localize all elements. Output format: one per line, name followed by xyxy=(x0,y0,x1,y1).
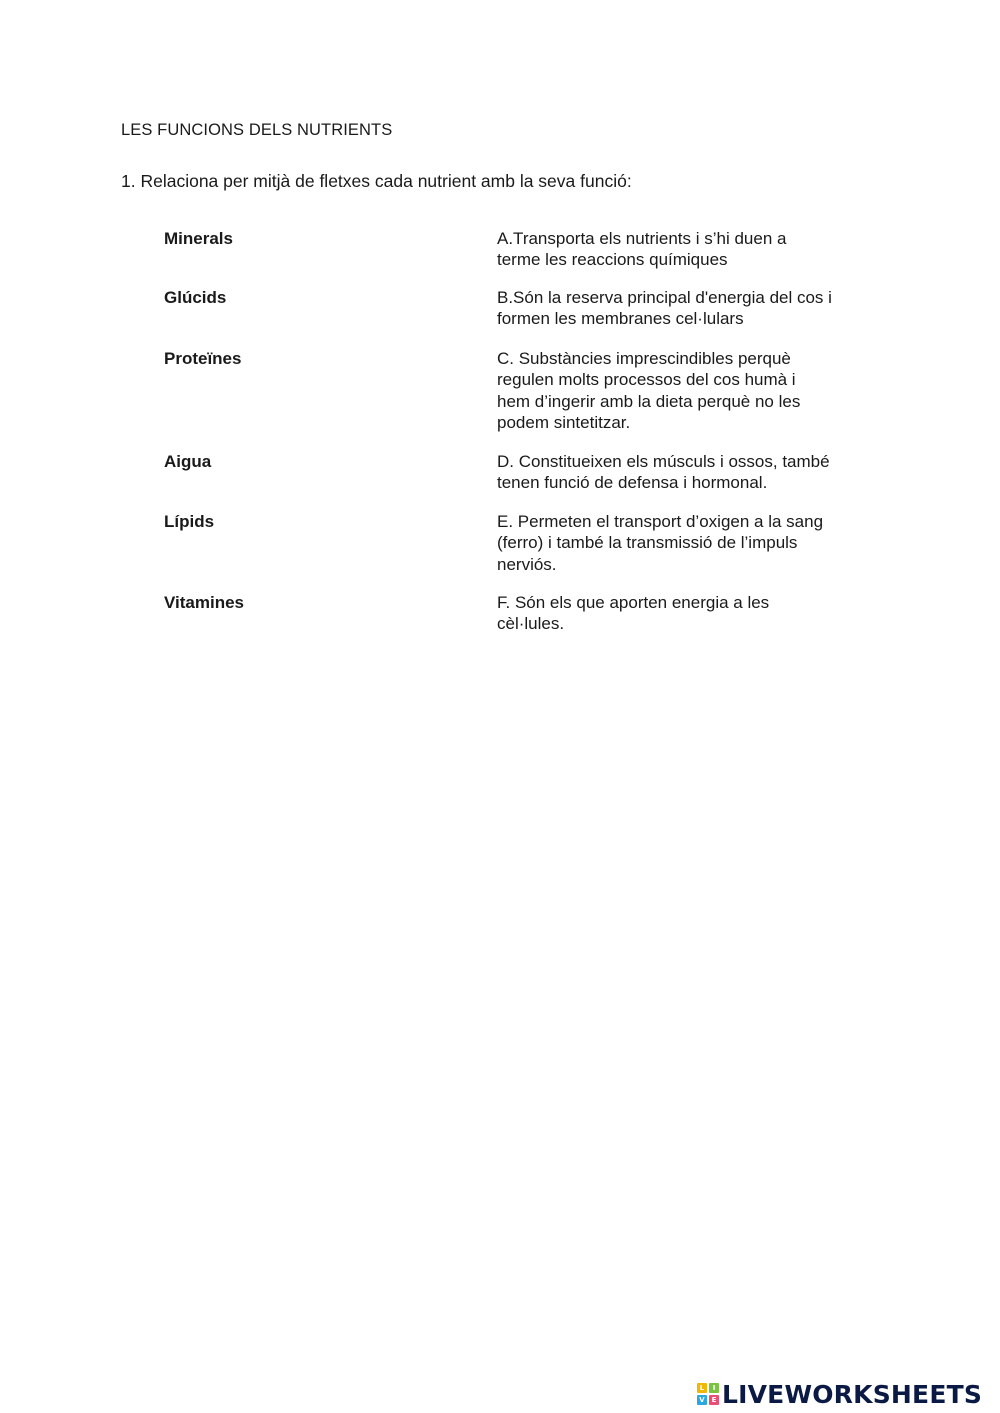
matching-row xyxy=(164,228,874,287)
function-line: regulen molts processos del cos humà i xyxy=(497,370,796,390)
function-line: (ferro) i també la transmissió de l’impuls xyxy=(497,533,798,553)
matching-row xyxy=(164,592,874,640)
function-line: podem sintetitzar. xyxy=(497,412,631,432)
function-line: F. Són els que aporten energia a les xyxy=(497,593,770,612)
function-text xyxy=(497,592,869,635)
logo-text: LIVEWORKSHEETS xyxy=(722,1379,983,1409)
function-line: nerviós. xyxy=(497,554,557,574)
nutrient-label: Minerals xyxy=(164,229,233,248)
nutrient-label: Glúcids xyxy=(164,288,227,307)
nutrient-label: Vitamines xyxy=(164,593,245,612)
exercise-instruction: 1. Relaciona per mitjà de fletxes cada nutrient amb la seva funció: xyxy=(121,171,632,191)
matching-list xyxy=(164,228,874,640)
function-line: A.Transporta els nutrients i s’hi duen a xyxy=(497,229,787,248)
page-title: LES FUNCIONS DELS NUTRIENTS xyxy=(121,121,393,139)
nutrient-label: Lípids xyxy=(164,512,215,531)
function-line: formen les membranes cel·lulars xyxy=(497,309,744,329)
function-line: B.Són la reserva principal d'energia del cos i xyxy=(497,288,832,307)
function-line: C. Substàncies imprescindibles perquè xyxy=(497,349,791,368)
nutrient-label: Proteïnes xyxy=(164,349,242,368)
matching-row xyxy=(164,287,874,348)
function-line: terme les reaccions químiques xyxy=(497,250,728,270)
logo-square: I xyxy=(709,1383,719,1393)
function-text xyxy=(497,287,869,330)
function-line: tenen funció de defensa i hormonal. xyxy=(497,473,768,493)
logo-mark-icon xyxy=(697,1383,719,1405)
matching-row xyxy=(164,348,874,451)
matching-row xyxy=(164,511,874,592)
liveworksheets-logo[interactable] xyxy=(697,1378,982,1410)
function-text xyxy=(497,511,869,575)
function-text xyxy=(497,348,869,433)
function-text xyxy=(497,451,869,494)
function-text xyxy=(497,228,869,271)
function-line: E. Permeten el transport d’oxigen a la sang xyxy=(497,512,824,531)
function-line: D. Constitueixen els músculs i ossos, també xyxy=(497,452,830,471)
function-line: hem d’ingerir amb la dieta perquè no les xyxy=(497,391,801,411)
logo-square: V xyxy=(697,1395,707,1405)
logo-square: L xyxy=(697,1383,707,1393)
matching-row xyxy=(164,451,874,511)
logo-square: E xyxy=(709,1395,719,1405)
function-line: cèl·lules. xyxy=(497,614,565,634)
nutrient-label: Aigua xyxy=(164,452,212,471)
